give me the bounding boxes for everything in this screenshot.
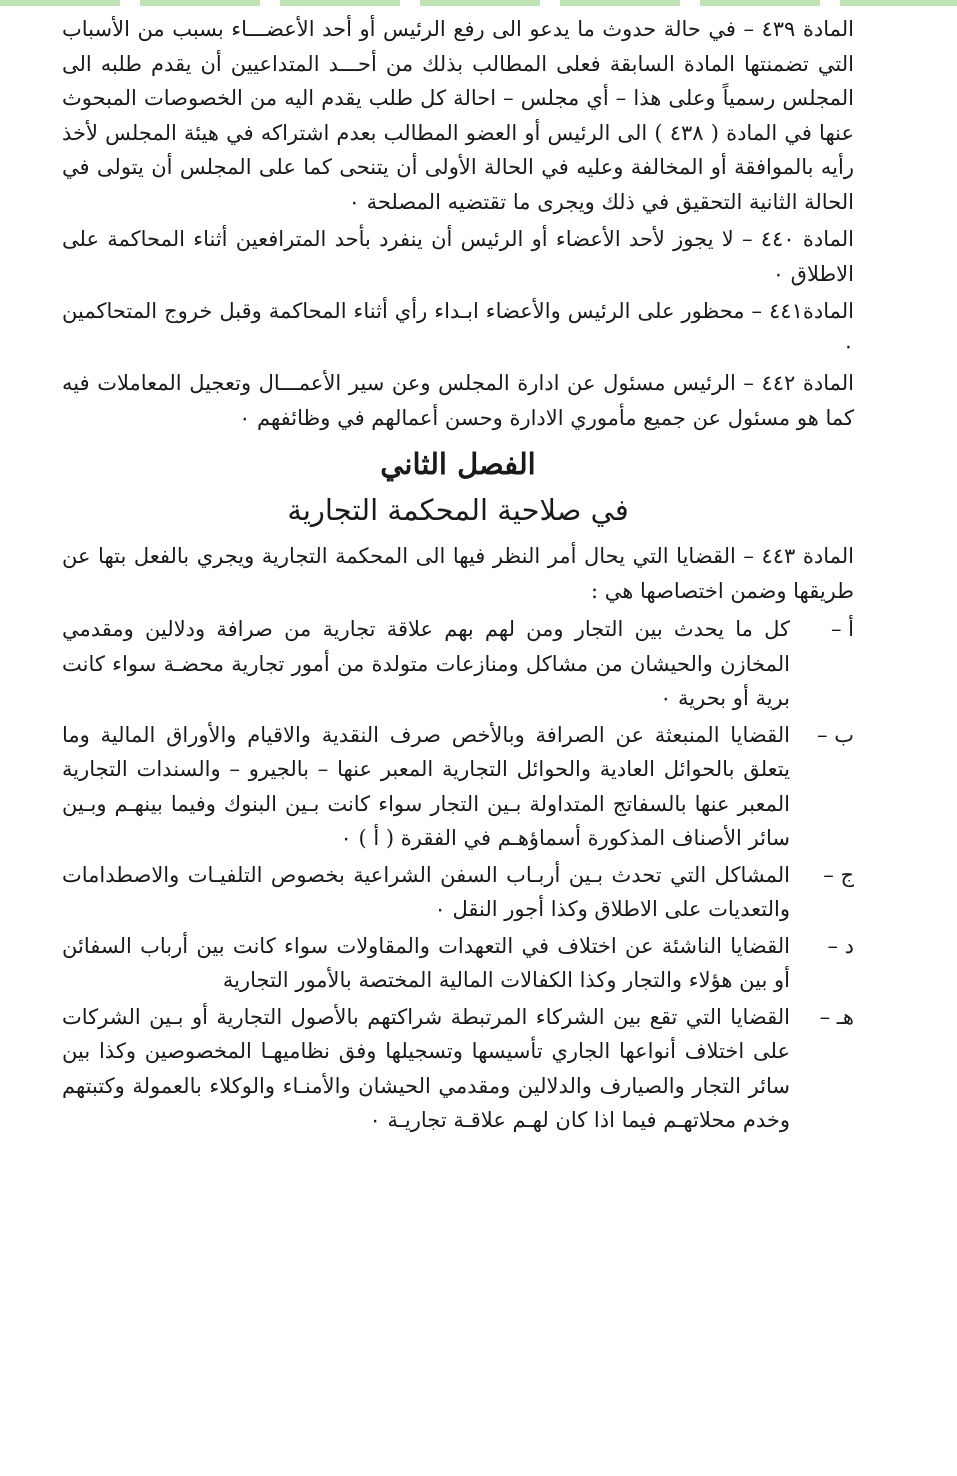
top-color-strip — [0, 0, 957, 6]
item-text: المشاكل التي تحدث بـين أربـاب السفن الشراعية بخصوص التلفيـات والاصطدامات والتعديات على الاطلاق وكذا أجور النقل ٠ — [62, 862, 790, 921]
list-item — [62, 858, 854, 927]
list-item — [62, 929, 854, 998]
item-text: القضايا التي تقع بين الشركاء المرتبطة شراكتهم بالأصول التجارية أو بـين الشركات على اختلاف أنواعها الجاري تأسيسها وتسجيلها وفق نظاميهـا المخصوصين وكذا بين سائر التجار والصيارف والدلالين ومقدمي الحيشان والأمنـاء والوكلاء بالعمولة وكتبتهم وخدم محلاتهـم فيما اذا كان لهـم علاقـة تجاريـة ٠ — [62, 1004, 790, 1132]
article-443: المادة ٤٤٣ – القضايا التي يحال أمر النظر فيها الى المحكمة التجارية ويجري بالفعل بتها عن طريقها وضمن اختصاصها هي : — [62, 544, 854, 603]
document-page — [62, 12, 854, 1140]
item-label: هـ – — [819, 1004, 854, 1029]
article-440: المادة ٤٤٠ – لا يجوز لأحد الأعضاء أو الرئيس أن ينفرد بأحد المترافعين أثناء المحاكمة على الاطلاق ٠ — [62, 227, 854, 286]
chapter-subtitle: في صلاحية المحكمة التجارية — [287, 493, 629, 527]
item-text: القضايا المنبعثة عن الصرافة وبالأخص صرف النقدية والاقيام والأوراق المالية وما يتعلق بالحوائل العادية والحوائل التجارية المعبر عنها – بالجيرو – والسندات التجارية المعبر عنها بالسفاتج المتداولة بـين التجار سواء كانت بـين البنوك وفيما بينهـم وبـين سائر الأصناف المذكورة أسماؤهـم في الفقرة ( أ ) ٠ — [62, 722, 790, 850]
article-439: المادة ٤٣٩ – في حالة حدوث ما يدعو الى رفع الرئيس أو أحد الأعضـــاء بسبب من الأسباب التي تضمنتها المادة السابقة فعلى المطالب بذلك من أحـــد المتداعيين أن يقدم طلبه الى المجلس رسمياً وعلى هذا – أي مجلس – احالة كل طلب يقدم اليه من الخصوصات المبحوث عنها في المادة ( ٤٣٨ ) الى الرئيس أو العضو المطالب بعدم اشتراكه في هيئة المجلس لأخذ رأيه بالموافقة أو المخالفة وعليه في الحالة الأولى أن يتنحى كما على المجلس أن يتولى في الحالة الثانية التحقيق في ذلك ويجرى ما تقتضيه المصلحة ٠ — [62, 17, 854, 214]
article-441: المادة٤٤١ – محظور على الرئيس والأعضاء ابـداء رأي أثناء المحاكمة وقبل خروج المتحاكمين ٠ — [62, 299, 854, 358]
item-text: القضايا الناشئة عن اختلاف في التعهدات والمقاولات سواء كانت بين أرباب السفائن أو بين هؤلاء والتجار وكذا الكفالات المالية المختصة بالأمور التجارية — [62, 933, 790, 992]
item-label: ب – — [817, 722, 854, 747]
item-label: د – — [827, 933, 854, 958]
chapter-title: الفصل الثاني — [380, 447, 536, 481]
item-label: ج – — [823, 862, 854, 887]
item-label: أ – — [830, 617, 854, 641]
jurisdiction-list — [62, 612, 854, 1138]
chapter-heading — [62, 441, 854, 533]
list-item — [62, 1000, 854, 1138]
list-item — [62, 612, 854, 716]
article-442: المادة ٤٤٢ – الرئيس مسئول عن ادارة المجلس وعن سير الأعمـــال وتعجيل المعاملات فيه كما هو مسئول عن جميع مأموري الادارة وحسن أعمالهم في وظائفهم ٠ — [62, 371, 854, 430]
list-item — [62, 718, 854, 856]
item-text: كل ما يحدث بين التجار ومن لهم بهم علاقة تجارية من صرافة ودلالين ومقدمي المخازن والحيشان من مشاكل ومنازعات متولدة من أمور تجارية محضـة سواء كانت برية أو بحرية ٠ — [62, 617, 790, 710]
